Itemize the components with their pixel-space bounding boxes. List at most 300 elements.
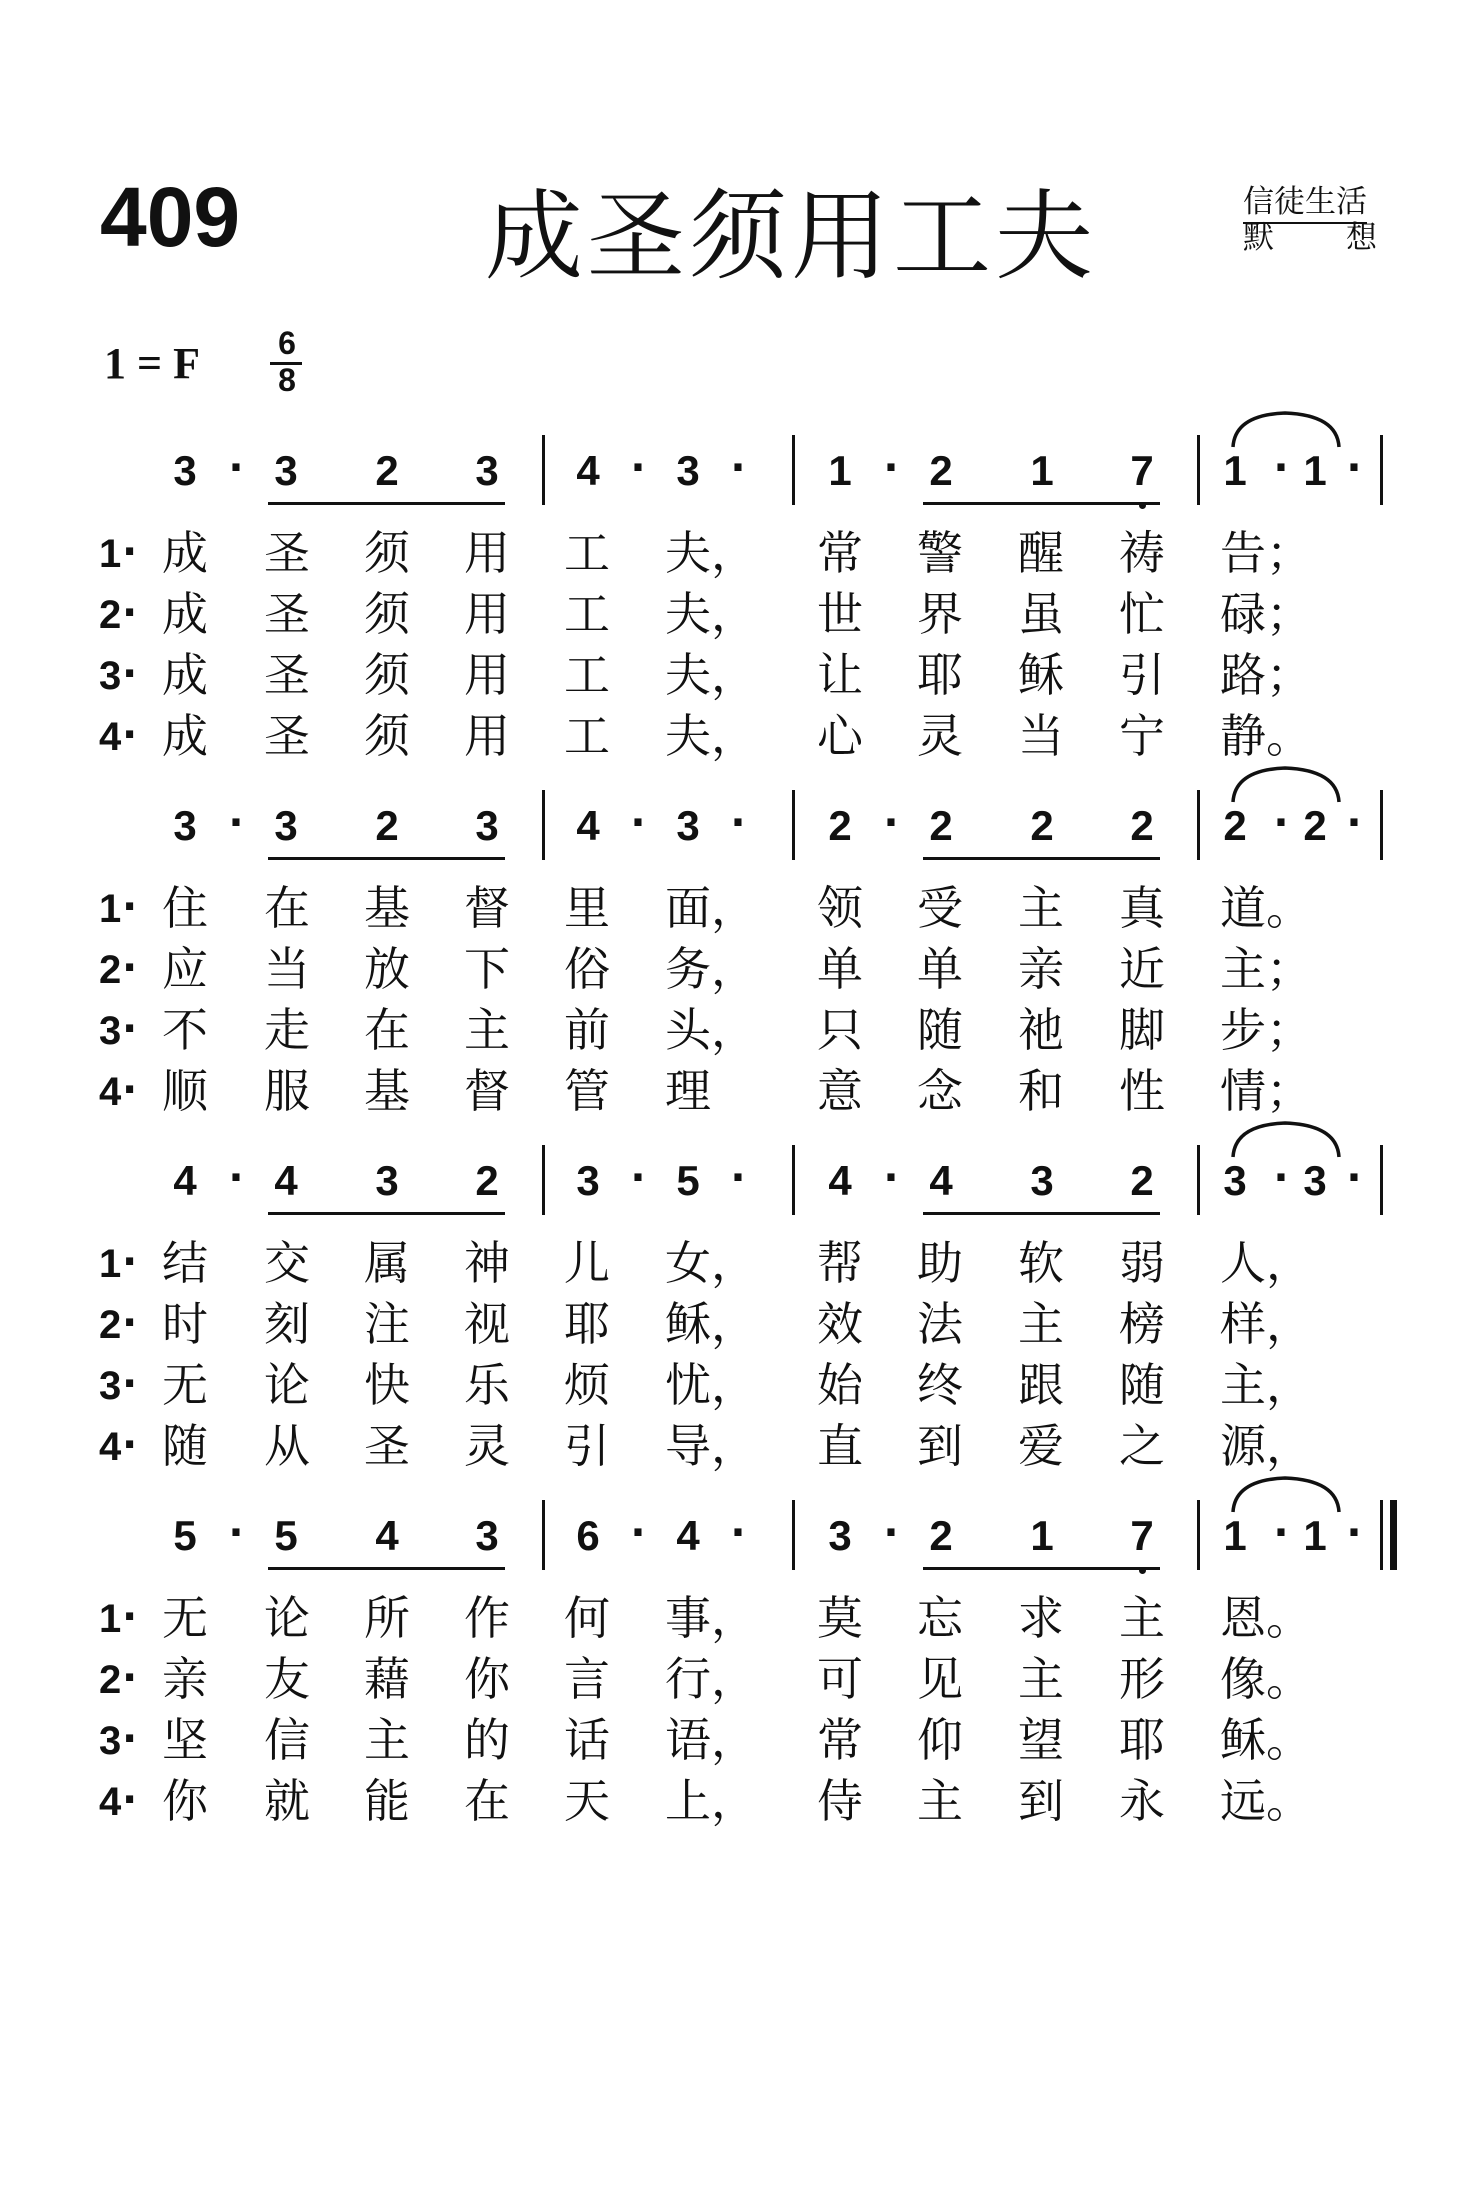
- lyric-char: 理: [665, 1064, 711, 1118]
- melody-note: 3: [1030, 1157, 1054, 1204]
- lyric-char: 时: [162, 1297, 208, 1351]
- lyric-char: 圣: [264, 526, 310, 580]
- melody-note: 2: [1223, 802, 1247, 849]
- barline: [1197, 790, 1200, 860]
- lyric-char: 随: [1119, 1358, 1165, 1412]
- lyric-char: 应: [162, 942, 208, 996]
- duration-dot: ·: [730, 445, 746, 491]
- melody-note: 3: [828, 1512, 852, 1559]
- verse-number-dot: ·: [122, 1300, 138, 1346]
- lyric-char: 忧，: [665, 1358, 757, 1412]
- lyric-char: 上，: [665, 1774, 757, 1828]
- hymn-number: 409: [100, 170, 241, 264]
- melody-note: 3: [576, 1157, 600, 1204]
- lyric-char: 你: [162, 1774, 208, 1828]
- lyric-char: 宁: [1119, 709, 1165, 763]
- lyric-char: 圣: [264, 709, 310, 763]
- verse-number-dot: ·: [122, 1006, 138, 1052]
- lyric-char: 性: [1119, 1064, 1165, 1118]
- lyric-char: 效: [817, 1297, 863, 1351]
- lyric-char: 信: [264, 1713, 310, 1767]
- credit-category: 默 想: [1243, 220, 1377, 256]
- lyric-char: 住: [162, 881, 208, 935]
- verse-number: 1: [99, 887, 122, 931]
- lyric-char: 主: [1018, 1652, 1064, 1706]
- barline: [792, 1145, 795, 1215]
- lyric-char: 忘: [917, 1591, 963, 1645]
- verse-number-dot: ·: [122, 884, 138, 930]
- time-signature-numerator: 6: [278, 325, 296, 361]
- melody-note: 1: [1030, 447, 1054, 494]
- lyric-char: 你: [464, 1652, 510, 1706]
- lyric-char: 前: [564, 1003, 610, 1057]
- lyric-char: 用: [464, 648, 510, 702]
- verse-number-dot: ·: [122, 1067, 138, 1113]
- duration-dot: ·: [1273, 445, 1289, 491]
- melody-note: 1: [1030, 1512, 1054, 1559]
- melody-note: 3: [375, 1157, 399, 1204]
- lyric-char: 主: [1018, 881, 1064, 935]
- lyric-char: 下: [464, 942, 510, 996]
- lyric-char: 求: [1018, 1591, 1064, 1645]
- verse-number-dot: ·: [122, 1777, 138, 1823]
- melody-note: 2: [1130, 802, 1154, 849]
- verse-number: 1: [99, 1242, 122, 1286]
- lyric-char: 领: [817, 881, 863, 935]
- lyric-char: 女，: [665, 1236, 757, 1290]
- melody-note: 3: [1223, 1157, 1247, 1204]
- melody-note: 2: [1130, 1157, 1154, 1204]
- lyric-char: 基: [364, 1064, 410, 1118]
- lyric-char: 耶: [1119, 1713, 1165, 1767]
- lyric-char: 从: [264, 1419, 310, 1473]
- tie-arc: [1215, 1468, 1375, 1518]
- melody-note: 5: [274, 1512, 298, 1559]
- lyric-char: 成: [162, 648, 208, 702]
- lyric-char: 形: [1119, 1652, 1165, 1706]
- lyric-char: 爱: [1018, 1419, 1064, 1473]
- lyric-char: 意: [817, 1064, 863, 1118]
- melody-note: 5: [173, 1512, 197, 1559]
- tie-arc: [1215, 403, 1375, 453]
- duration-dot: ·: [630, 445, 646, 491]
- lyric-char: 当: [1018, 709, 1064, 763]
- lyric-char: 话: [564, 1713, 610, 1767]
- duration-dot: ·: [730, 1155, 746, 1201]
- melody-note: 7: [1130, 1512, 1154, 1559]
- melody-note: 2: [828, 802, 852, 849]
- melody-note: 3: [173, 802, 197, 849]
- lyric-char: 念: [917, 1064, 963, 1118]
- melody-note: 3: [676, 447, 700, 494]
- verse-number-dot: ·: [122, 1239, 138, 1285]
- verse-number: 4: [99, 1070, 122, 1114]
- lyric-char: 碌；: [1220, 587, 1312, 641]
- lyric-char: 里: [564, 881, 610, 935]
- duration-dot: ·: [228, 445, 244, 491]
- lyric-char: 告；: [1220, 526, 1312, 580]
- melody-note: 2: [929, 447, 953, 494]
- duration-dot: ·: [883, 1155, 899, 1201]
- lyric-char: 望: [1018, 1713, 1064, 1767]
- verse-number: 1: [99, 1597, 122, 1641]
- melody-note: 4: [375, 1512, 399, 1559]
- lyric-char: 耶: [564, 1297, 610, 1351]
- lyric-char: 跟: [1018, 1358, 1064, 1412]
- duration-dot: ·: [630, 1155, 646, 1201]
- lyric-char: 法: [917, 1297, 963, 1351]
- lyric-char: 顺: [162, 1064, 208, 1118]
- lyric-char: 儿: [564, 1236, 610, 1290]
- barline: [792, 790, 795, 860]
- lyric-char: 随: [162, 1419, 208, 1473]
- lyric-char: 不: [162, 1003, 208, 1057]
- lyric-char: 直: [817, 1419, 863, 1473]
- duration-dot: ·: [1273, 1155, 1289, 1201]
- melody-note: 4: [576, 447, 600, 494]
- melody-note: 3: [475, 802, 499, 849]
- lyric-char: 单: [817, 942, 863, 996]
- melody-note: 3: [274, 447, 298, 494]
- melody-note: 2: [929, 802, 953, 849]
- melody-note: 2: [475, 1157, 499, 1204]
- lyric-char: 面，: [665, 881, 757, 935]
- melody-note: 4: [828, 1157, 852, 1204]
- lyric-char: 结: [162, 1236, 208, 1290]
- lyric-char: 主: [1018, 1297, 1064, 1351]
- duration-dot: ·: [630, 800, 646, 846]
- lyric-char: 所: [364, 1591, 410, 1645]
- lyric-char: 的: [464, 1713, 510, 1767]
- barline: [1197, 1500, 1200, 1570]
- lyric-char: 就: [264, 1774, 310, 1828]
- lyric-char: 祂: [1018, 1003, 1064, 1057]
- lyric-char: 圣: [364, 1419, 410, 1473]
- lyric-char: 友: [264, 1652, 310, 1706]
- lyric-char: 须: [364, 709, 410, 763]
- verse-number-dot: ·: [122, 590, 138, 636]
- melody-note: 7: [1130, 447, 1154, 494]
- lyric-char: 头，: [665, 1003, 757, 1057]
- lyric-char: 工: [564, 648, 610, 702]
- lyric-char: 基: [364, 881, 410, 935]
- time-signature-denominator: 8: [278, 362, 296, 398]
- melody-note: 3: [676, 802, 700, 849]
- lyric-char: 用: [464, 526, 510, 580]
- lyric-char: 刻: [264, 1297, 310, 1351]
- barline: [792, 1500, 795, 1570]
- duration-dot: ·: [730, 800, 746, 846]
- verse-number: 3: [99, 654, 122, 698]
- tie-arc-path: [1233, 1123, 1339, 1157]
- lyric-char: 无: [162, 1591, 208, 1645]
- lyric-char: 夫，: [665, 526, 757, 580]
- lyric-char: 务，: [665, 942, 757, 996]
- lyric-char: 稣。: [1220, 1713, 1312, 1767]
- melody-note: 4: [929, 1157, 953, 1204]
- lyric-char: 道。: [1220, 881, 1312, 935]
- lyric-char: 走: [264, 1003, 310, 1057]
- lyric-char: 乐: [464, 1358, 510, 1412]
- lyric-char: 属: [364, 1236, 410, 1290]
- lyric-char: 和: [1018, 1064, 1064, 1118]
- lyric-char: 稣，: [665, 1297, 757, 1351]
- lyric-char: 常: [817, 1713, 863, 1767]
- melody-note: 2: [375, 447, 399, 494]
- verse-number: 3: [99, 1719, 122, 1763]
- verse-number: 2: [99, 1303, 122, 1347]
- melody-note: 4: [676, 1512, 700, 1559]
- lyric-char: 脚: [1119, 1003, 1165, 1057]
- lyric-char: 语，: [665, 1713, 757, 1767]
- lyric-char: 近: [1119, 942, 1165, 996]
- beam-underline: [268, 502, 505, 505]
- lyric-char: 圣: [264, 648, 310, 702]
- lyric-char: 到: [1018, 1774, 1064, 1828]
- duration-dot: ·: [228, 1155, 244, 1201]
- lyric-char: 工: [564, 587, 610, 641]
- verse-number-dot: ·: [122, 1655, 138, 1701]
- verse-number: 2: [99, 1658, 122, 1702]
- lyric-char: 论: [264, 1591, 310, 1645]
- lyric-char: 之: [1119, 1419, 1165, 1473]
- lyric-char: 情；: [1220, 1064, 1312, 1118]
- verse-number: 4: [99, 1780, 122, 1824]
- duration-dot: ·: [630, 1510, 646, 1556]
- beam-underline: [923, 502, 1160, 505]
- melody-note: 1: [828, 447, 852, 494]
- verse-number: 4: [99, 715, 122, 759]
- lyric-char: 像。: [1220, 1652, 1312, 1706]
- key-signature: 1 = F: [104, 339, 200, 388]
- barline: [542, 790, 545, 860]
- beam-underline: [268, 1567, 505, 1570]
- melody-note: 3: [475, 447, 499, 494]
- melody-note: 3: [475, 1512, 499, 1559]
- verse-number-dot: ·: [122, 529, 138, 575]
- lyric-char: 主，: [1220, 1358, 1312, 1412]
- lyric-char: 侍: [817, 1774, 863, 1828]
- tie-arc-path: [1233, 413, 1339, 447]
- melody-note: 1: [1303, 447, 1327, 494]
- lyric-char: 工: [564, 709, 610, 763]
- lyric-char: 成: [162, 526, 208, 580]
- melody-note: 5: [676, 1157, 700, 1204]
- lyric-char: 神: [464, 1236, 510, 1290]
- lyric-char: 成: [162, 709, 208, 763]
- lyric-char: 须: [364, 526, 410, 580]
- duration-dot: ·: [883, 1510, 899, 1556]
- duration-dot: ·: [1346, 1155, 1362, 1201]
- lyric-char: 言: [564, 1652, 610, 1706]
- verse-number-dot: ·: [122, 1422, 138, 1468]
- barline: [1380, 790, 1383, 860]
- lyric-char: 可: [817, 1652, 863, 1706]
- barline: [792, 435, 795, 505]
- lyric-char: 真: [1119, 881, 1165, 935]
- duration-dot: ·: [730, 1510, 746, 1556]
- lyric-char: 能: [364, 1774, 410, 1828]
- verse-number-dot: ·: [122, 1594, 138, 1640]
- verse-number-dot: ·: [122, 1361, 138, 1407]
- lyric-char: 须: [364, 587, 410, 641]
- lyric-char: 路；: [1220, 648, 1312, 702]
- lyric-char: 俗: [564, 942, 610, 996]
- verse-number-dot: ·: [122, 651, 138, 697]
- lyric-char: 人，: [1220, 1236, 1312, 1290]
- lyric-char: 灵: [917, 709, 963, 763]
- beam-underline: [923, 1567, 1160, 1570]
- melody-note: 1: [1223, 1512, 1247, 1559]
- lyric-char: 夫，: [665, 587, 757, 641]
- lyric-char: 源，: [1220, 1419, 1312, 1473]
- lyric-char: 交: [264, 1236, 310, 1290]
- lyric-char: 界: [917, 587, 963, 641]
- lyric-char: 软: [1018, 1236, 1064, 1290]
- duration-dot: ·: [228, 800, 244, 846]
- barline: [1380, 435, 1383, 505]
- melody-note: 2: [1303, 802, 1327, 849]
- lyric-char: 须: [364, 648, 410, 702]
- lyric-char: 无: [162, 1358, 208, 1412]
- lyric-char: 烦: [564, 1358, 610, 1412]
- beam-underline: [268, 1212, 505, 1215]
- lyric-char: 行，: [665, 1652, 757, 1706]
- verse-number-dot: ·: [122, 1716, 138, 1762]
- lyric-char: 何: [564, 1591, 610, 1645]
- lyric-char: 主: [364, 1713, 410, 1767]
- lyric-char: 样，: [1220, 1297, 1312, 1351]
- lyric-char: 随: [917, 1003, 963, 1057]
- lyric-char: 见: [917, 1652, 963, 1706]
- lyric-char: 引: [564, 1419, 610, 1473]
- melody-note: 2: [375, 802, 399, 849]
- lyric-char: 放: [364, 942, 410, 996]
- duration-dot: ·: [1346, 1510, 1362, 1556]
- lyric-char: 永: [1119, 1774, 1165, 1828]
- melody-note: 6: [576, 1512, 600, 1559]
- lyric-char: 心: [817, 709, 863, 763]
- verse-number: 1: [99, 532, 122, 576]
- lyric-char: 夫，: [665, 709, 757, 763]
- lyric-char: 警: [917, 526, 963, 580]
- duration-dot: ·: [1273, 800, 1289, 846]
- lyric-char: 榜: [1119, 1297, 1165, 1351]
- lyric-char: 督: [464, 1064, 510, 1118]
- lyric-char: 莫: [817, 1591, 863, 1645]
- lyric-char: 恩。: [1220, 1591, 1312, 1645]
- lyric-char: 主: [917, 1774, 963, 1828]
- lyric-char: 受: [917, 881, 963, 935]
- verse-number: 2: [99, 948, 122, 992]
- lyric-char: 常: [817, 526, 863, 580]
- melody-note: 2: [929, 1512, 953, 1559]
- barline: [542, 435, 545, 505]
- lyric-char: 在: [264, 881, 310, 935]
- lyric-char: 单: [917, 942, 963, 996]
- hymn-title: 成圣须用工夫: [485, 180, 1098, 294]
- lyric-char: 当: [264, 942, 310, 996]
- lyric-char: 助: [917, 1236, 963, 1290]
- lyric-char: 亲: [1018, 942, 1064, 996]
- duration-dot: ·: [883, 800, 899, 846]
- lyric-char: 成: [162, 587, 208, 641]
- lyric-char: 虽: [1018, 587, 1064, 641]
- lyric-char: 世: [817, 587, 863, 641]
- lyric-char: 祷: [1119, 526, 1165, 580]
- melody-note: 3: [274, 802, 298, 849]
- lyric-char: 作: [464, 1591, 510, 1645]
- melody-note: 4: [274, 1157, 298, 1204]
- lyric-char: 天: [564, 1774, 610, 1828]
- tie-arc: [1215, 1113, 1375, 1163]
- tie-arc-path: [1233, 1478, 1339, 1512]
- lyric-char: 夫，: [665, 648, 757, 702]
- lyric-char: 主；: [1220, 942, 1312, 996]
- verse-number: 4: [99, 1425, 122, 1469]
- barline: [1197, 435, 1200, 505]
- lyric-char: 让: [817, 648, 863, 702]
- lyric-char: 导，: [665, 1419, 757, 1473]
- melody-note: 4: [173, 1157, 197, 1204]
- lyric-char: 帮: [817, 1236, 863, 1290]
- lyric-char: 到: [917, 1419, 963, 1473]
- lyric-char: 终: [917, 1358, 963, 1412]
- lyric-char: 静。: [1220, 709, 1312, 763]
- duration-dot: ·: [1346, 800, 1362, 846]
- verse-number-dot: ·: [122, 712, 138, 758]
- lyric-char: 快: [364, 1358, 410, 1412]
- lyric-char: 在: [464, 1774, 510, 1828]
- lyric-char: 引: [1119, 648, 1165, 702]
- tie-arc-path: [1233, 768, 1339, 802]
- verse-number: 3: [99, 1009, 122, 1053]
- lyric-char: 管: [564, 1064, 610, 1118]
- verse-number: 3: [99, 1364, 122, 1408]
- lyric-char: 主: [1119, 1591, 1165, 1645]
- barline: [1380, 1145, 1383, 1215]
- lyric-char: 醒: [1018, 526, 1064, 580]
- verse-number-dot: ·: [122, 945, 138, 991]
- lyric-char: 用: [464, 709, 510, 763]
- tie-arc: [1215, 758, 1375, 808]
- beam-underline: [923, 857, 1160, 860]
- credit-source: [1243, 184, 1367, 220]
- melody-note: 3: [173, 447, 197, 494]
- lyric-char: 只: [817, 1003, 863, 1057]
- lyric-char: 忙: [1119, 587, 1165, 641]
- lyric-char: 亲: [162, 1652, 208, 1706]
- lyric-char: 服: [264, 1064, 310, 1118]
- barline: [1197, 1145, 1200, 1215]
- melody-note: 1: [1223, 447, 1247, 494]
- lyric-char: 灵: [464, 1419, 510, 1473]
- lyric-char: 弱: [1119, 1236, 1165, 1290]
- barline: [542, 1500, 545, 1570]
- lyric-char: 仰: [917, 1713, 963, 1767]
- lyric-char: 耶: [917, 648, 963, 702]
- lyric-char: 主: [464, 1003, 510, 1057]
- verse-number: 2: [99, 593, 122, 637]
- beam-underline: [923, 1212, 1160, 1215]
- lyric-char: 工: [564, 526, 610, 580]
- duration-dot: ·: [1273, 1510, 1289, 1556]
- duration-dot: ·: [228, 1510, 244, 1556]
- lyric-char: 始: [817, 1358, 863, 1412]
- final-barline: [1390, 1500, 1397, 1570]
- credit-source-text: 信徒生活: [1243, 184, 1367, 224]
- lyric-char: 圣: [264, 587, 310, 641]
